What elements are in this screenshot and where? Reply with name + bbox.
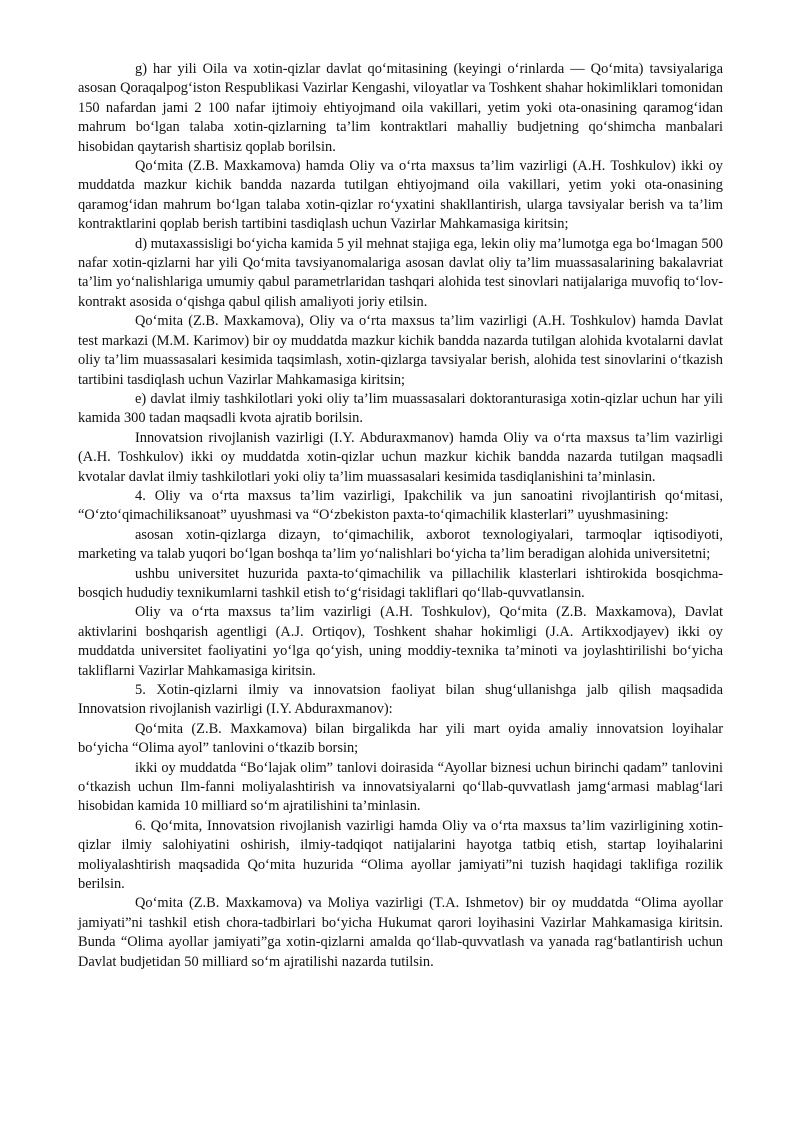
paragraph-d-executors: Qo‘mita (Z.B. Maxkamova), Oliy va o‘rta maxsus ta’lim vazirligi (A.H. Toshkulov) hamda Davlat test markazi (M.M. Karimov) bir oy muddatda mazkur kichik bandda nazarda tutilgan alohida kvotalarni davlat oliy ta’lim muassasalari kesimida taqsimlash, xotin-qizlarga tavsiyalar berish, alohida test sinovlarini o‘tkazish tartibini tasdiqlash uchun Vazirlar Mahkamasiga kiritsin; xyxy=(78,313,723,388)
paragraph-5-item-bolajak-olim: ikki oy muddatda “Bo‘lajak olim” tanlovi doirasida “Ayollar biznesi uchun birinchi qadam” tanlovini o‘tkazish uchun Ilm-fanni moliyalashtirish va innovatsiyalarni qo‘llab-quvvatlash jamg‘armasi mablag‘lari hisobidan kamida 10 milliard so‘m ajratilishini ta’minlasin. xyxy=(78,759,723,815)
paragraph-4-item-technikums: ushbu universitet huzurida paxta-to‘qimachilik va pillachilik klasterlari ishtirokida bosqichma-bosqich hududiy texnikumlarni tashkil etish to‘g‘risidagi takliflari qo‘llab-quvvatlansin. xyxy=(78,565,723,601)
paragraph-d: d) mutaxassisligi bo‘yicha kamida 5 yil mehnat stajiga ega, lekin oliy ma’lumotga ega bo‘lmagan 500 nafar xotin-qizlarni har yili Qo‘mita tavsiyanomalariga asosan davlat oliy ta’lim muassasalarining bakalavriat ta’lim yo‘nalishlariga umumiy qabul parametrlaridan tashqari alohida test sinovlari natijalariga muvofiq to‘lov-kontrakt asosida o‘qishga qabul qilish amaliyoti joriy etilsin. xyxy=(78,235,723,310)
paragraph-4-item-university: asosan xotin-qizlarga dizayn, to‘qimachilik, axborot texnologiyalari, tarmoqlar iqtisodiyoti, marketing va talab yuqori bo‘lgan boshqa ta’lim yo‘nalishlari bo‘yicha ta’lim beradigan alohida universitetni; xyxy=(78,526,723,563)
paragraph-6: 6. Qo‘mita, Innovatsion rivojlanish vazirligi hamda Oliy va o‘rta maxsus ta’lim vazirligining xotin-qizlar ilmiy salohiyatini oshirish, ilmiy-tadqiqot natijalarini hayotga tatbiq etish, startap loyihalarini moliyalashtirish maqsadida Qo‘mita huzurida “Olima ayollar jamiyati”ni tuzish haqidagi taklifiga rozilik berilsin. xyxy=(78,817,723,893)
paragraph-e: e) davlat ilmiy tashkilotlari yoki oliy ta’lim muassasalari doktoranturasiga xotin-qizlar uchun har yili kamida 300 tadan maqsadli kvota ajratib borilsin. xyxy=(78,390,723,427)
document-page xyxy=(78,60,723,972)
paragraph-5: 5. Xotin-qizlarni ilmiy va innovatsion faoliyat bilan shug‘ullanishga jalb qilish maqsadida Innovatsion rivojlanish vazirligi (I.Y. Abduraxmanov): xyxy=(78,682,723,718)
paragraph-g: g) har yili Oila va xotin-qizlar davlat qo‘mitasining (keyingi o‘rinlarda — Qo‘mita) tavsiyalariga asosan Qoraqalpog‘iston Respublikasi Vazirlar Kengashi, viloyatlar va Toshkent shahar hokimliklari tomonidan 150 nafardan jami 2 100 nafar ijtimoiy ehtiyojmand oila vakillari, yetim yoki ota-onasining qaramog‘idan mahrum bo‘lgan talaba xotin-qizlarning ta’lim kontraktlari mahalliy budjetning qo‘shimcha manbalari hisobidan qaytarish shartisiz qoplab borilsin. xyxy=(78,61,723,155)
paragraph-6-executors: Qo‘mita (Z.B. Maxkamova) va Moliya vazirligi (T.A. Ishmetov) bir oy muddatda “Olima ayollar jamiyati”ni tashkil etish chora-tadbirlari bo‘yicha Hukumat qarori loyihasini Vazirlar Mahkamasiga kiritsin. Bunda “Olima ayollar jamiyati”ga xotin-qizlarni amalda qo‘llab-quvvatlash va yanada rag‘batlantirish uchun Davlat budjetidan 50 milliard so‘m ajratilishi nazarda tutilsin. xyxy=(78,895,723,970)
paragraph-g-executors: Qo‘mita (Z.B. Maxkamova) hamda Oliy va o‘rta maxsus ta’lim vazirligi (A.H. Toshkulov) ikki oy muddatda mazkur kichik bandda nazarda tutilgan ehtiyojmand oila vakillari, yetim yoki ota-onasining qaramog‘idan mahrum bo‘lgan talaba xotin-qizlar ro‘yxatini shakllantirish, ularga tavsiyalar berish va ta’lim kontraktlarini qoplab berish tartibini tasdiqlash uchun Vazirlar Mahkamasiga kiritsin; xyxy=(78,158,723,233)
paragraph-4: 4. Oliy va o‘rta maxsus ta’lim vazirligi, Ipakchilik va jun sanoatini rivojlantirish qo‘mitasi, “O‘zto‘qimachiliksanoat” uyushmasi va “O‘zbekiston paxta-to‘qimachilik klasterlari” uyushmasining: xyxy=(78,487,723,524)
paragraph-5-item-olima-ayol: Qo‘mita (Z.B. Maxkamova) bilan birgalikda har yili mart oyida amaliy innovatsion loyihalar bo‘yicha “Olima ayol” tanlovini o‘tkazib borsin; xyxy=(78,720,723,757)
paragraph-4-executors: Oliy va o‘rta maxsus ta’lim vazirligi (A.H. Toshkulov), Qo‘mita (Z.B. Maxkamova), Davlat aktivlarini boshqarish agentligi (A.J. Ortiqov), Toshkent shahar hokimligi (J.A. Artikxodjayev) ikki oy muddatda universitet faoliyatini yo‘lga qo‘yish, uning moddiy-texnika ta’minoti va joylashtirilishi bo‘yicha takliflarni Vazirlar Mahkamasiga kiritsin. xyxy=(78,604,723,679)
paragraph-e-executors: Innovatsion rivojlanish vazirligi (I.Y. Abduraxmanov) hamda Oliy va o‘rta maxsus ta’lim vazirligi (A.H. Toshkulov) ikki oy muddatda xotin-qizlar uchun mazkur kichik bandda nazarda tutilgan maqsadli kvotalar davlat ilmiy tashkilotlari yoki oliy ta’lim muassasalari kesimida tasdiqlanishini ta’minlasin. xyxy=(78,429,723,485)
